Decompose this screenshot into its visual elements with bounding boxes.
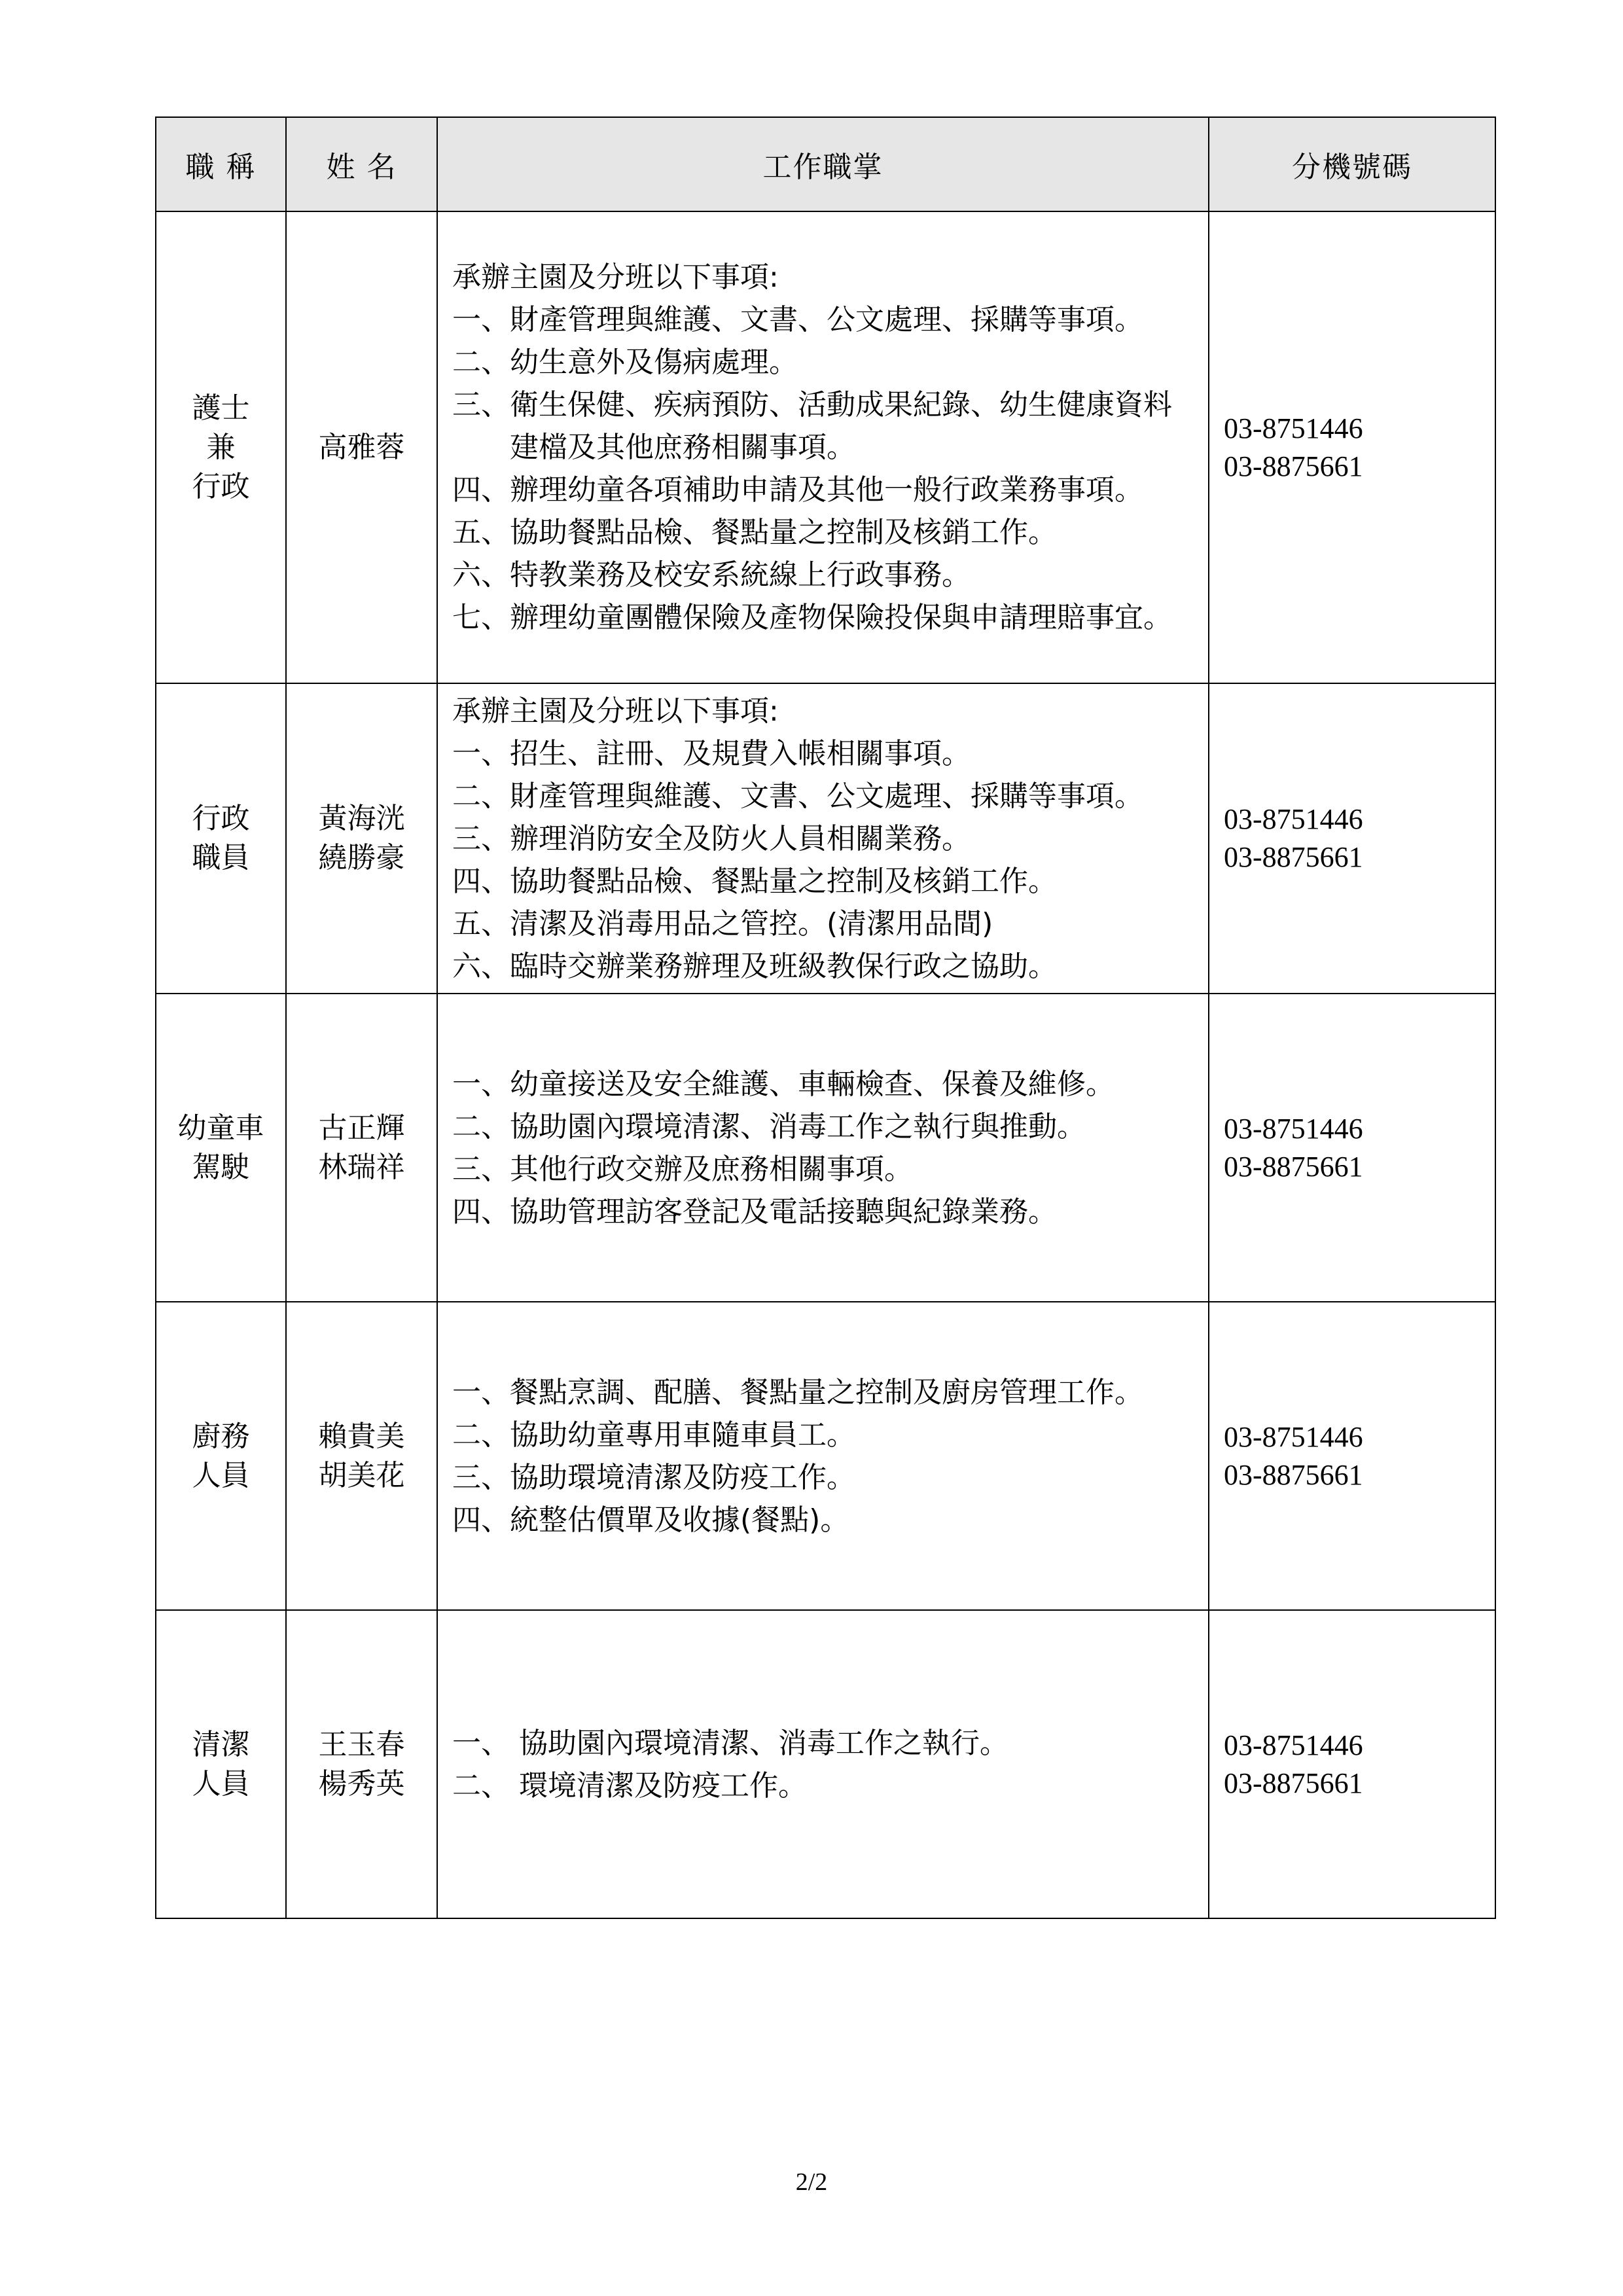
- header-extension: 分機號碼: [1209, 117, 1495, 211]
- duty-text: 財產管理與維護、文書、公文處理、採購等事項。: [510, 779, 1143, 813]
- duty-item: [452, 384, 1196, 469]
- duties-cell: [437, 683, 1209, 994]
- duties-cell: [437, 994, 1209, 1302]
- duty-text: 衛生保健、疾病預防、活動成果紀錄、幼生健康資料建檔及其他庶務相關事項。: [510, 388, 1172, 464]
- duty-number: 二、: [452, 779, 510, 813]
- job-title-cell: [156, 1302, 286, 1610]
- duty-number: 四、: [452, 473, 510, 507]
- duty-item: [452, 1148, 1196, 1191]
- duty-number: 一、: [452, 1375, 510, 1409]
- staff-name: 賴貴美: [318, 1419, 405, 1453]
- duties-cell: [437, 1302, 1209, 1610]
- job-title-line: 幼童車: [177, 1111, 264, 1145]
- job-title-line: 行政: [192, 469, 250, 503]
- header-duties: 工作職掌: [437, 117, 1209, 211]
- job-title-line: 兼: [206, 430, 236, 464]
- duties-cell: [437, 1610, 1209, 1918]
- job-title-line: 駕駛: [192, 1150, 250, 1184]
- header-title: 職 稱: [156, 117, 286, 211]
- duty-text: 協助環境清潔及防疫工作。: [510, 1460, 855, 1494]
- staff-name-cell: [286, 1610, 437, 1918]
- extension-number: 03-8875661: [1224, 1767, 1363, 1799]
- duties-cell: [437, 211, 1209, 683]
- table-row: [156, 994, 1495, 1302]
- duty-text: 幼童接送及安全維護、車輛檢查、保養及維修。: [510, 1067, 1115, 1101]
- duty-number: 六、: [452, 949, 510, 983]
- duty-item: [452, 1722, 1196, 1765]
- extension-number: 03-8875661: [1224, 450, 1363, 482]
- duty-text: 其他行政交辦及庶務相關事項。: [510, 1152, 913, 1186]
- table-header-row: [156, 117, 1495, 211]
- duty-number: 四、: [452, 1503, 510, 1537]
- job-title-line: 人員: [192, 1458, 250, 1492]
- duty-text: 協助園內環境清潔、消毒工作之執行與推動。: [510, 1109, 1086, 1143]
- duty-text: 協助餐點品檢、餐點量之控制及核銷工作。: [510, 864, 1057, 898]
- extension-number: 03-8875661: [1224, 1150, 1363, 1183]
- job-title-line: 廚務: [192, 1419, 250, 1453]
- duty-item: [452, 469, 1196, 511]
- duty-number: 四、: [452, 864, 510, 898]
- extension-cell: [1209, 683, 1495, 994]
- staff-name-cell: [286, 683, 437, 994]
- staff-name: 古正輝: [318, 1111, 405, 1145]
- duty-number: 三、: [452, 1152, 510, 1186]
- table-row: [156, 211, 1495, 683]
- job-title-line: 護士: [192, 391, 250, 425]
- extension-number: 03-8751446: [1224, 1112, 1363, 1145]
- page-number: 2/2: [795, 2168, 828, 2196]
- duty-text: 協助園內環境清潔、消毒工作之執行。: [519, 1726, 1008, 1760]
- extension-number: 03-8875661: [1224, 841, 1363, 873]
- duty-text: 特教業務及校安系統線上行政事務。: [510, 558, 971, 592]
- job-title-line: 行政: [192, 802, 250, 835]
- duty-item: [452, 1063, 1196, 1105]
- job-title-line: 人員: [192, 1767, 250, 1801]
- duty-item: [452, 511, 1196, 554]
- duty-item: [452, 1191, 1196, 1233]
- extension-cell: [1209, 1302, 1495, 1610]
- duty-item: [452, 775, 1196, 817]
- table-row: [156, 1610, 1495, 1918]
- job-title-line: 職員: [192, 841, 250, 874]
- table-row: [156, 683, 1495, 994]
- duty-number: 二、: [452, 1418, 510, 1452]
- staff-name-cell: [286, 1302, 437, 1610]
- duty-text: 協助管理訪客登記及電話接聽與紀錄業務。: [510, 1194, 1057, 1229]
- staff-name-cell: [286, 211, 437, 683]
- extension-number: 03-8751446: [1224, 1729, 1363, 1761]
- duty-text: 辦理消防安全及防火人員相關業務。: [510, 821, 971, 855]
- job-title-cell: [156, 1610, 286, 1918]
- duty-item: [452, 596, 1196, 639]
- duty-text: 招生、註冊、及規費入帳相關事項。: [510, 736, 971, 770]
- table-row: [156, 1302, 1495, 1610]
- extension-number: 03-8751446: [1224, 803, 1363, 835]
- duty-number: 一、: [452, 1067, 510, 1101]
- staff-name: 楊秀英: [318, 1767, 405, 1801]
- duty-item: [452, 298, 1196, 341]
- duty-number: 四、: [452, 1194, 510, 1229]
- duty-number: 一、: [452, 303, 510, 336]
- duty-number: 三、: [452, 821, 510, 855]
- duty-number: 二、: [452, 1109, 510, 1143]
- duty-text: 辦理幼童各項補助申請及其他一般行政業務事項。: [510, 473, 1143, 507]
- extension-number: 03-8751446: [1224, 1420, 1363, 1453]
- duty-item: [452, 1499, 1196, 1541]
- extension-cell: [1209, 994, 1495, 1302]
- duty-text: 臨時交辦業務辦理及班級教保行政之協助。: [510, 949, 1057, 983]
- duty-number: 六、: [452, 558, 510, 592]
- staff-name: 胡美花: [318, 1458, 405, 1492]
- staff-name: 黃海洸: [318, 802, 405, 835]
- duty-number: 二、: [452, 1768, 519, 1803]
- duty-number: 五、: [452, 906, 510, 941]
- duty-item: [452, 860, 1196, 903]
- duty-number: 七、: [452, 601, 510, 634]
- duty-item: [452, 1456, 1196, 1499]
- duties-intro: 承辦主園及分班以下事項:: [452, 694, 779, 728]
- extension-number: 03-8751446: [1224, 412, 1363, 444]
- extension-number: 03-8875661: [1224, 1458, 1363, 1491]
- duty-item: [452, 817, 1196, 860]
- staff-name: 林瑞祥: [318, 1150, 405, 1184]
- duty-item: [452, 732, 1196, 775]
- duty-number: 一、: [452, 1726, 519, 1760]
- duty-text: 協助餐點品檢、餐點量之控制及核銷工作。: [510, 516, 1057, 549]
- duty-item: [452, 1414, 1196, 1456]
- staff-duties-table: [155, 117, 1496, 1919]
- duty-text: 環境清潔及防疫工作。: [519, 1768, 807, 1803]
- job-title-cell: [156, 994, 286, 1302]
- duty-item: [452, 1105, 1196, 1148]
- job-title-cell: [156, 683, 286, 994]
- duty-item: [452, 1765, 1196, 1807]
- duty-item: [452, 945, 1196, 988]
- duty-text: 協助幼童專用車隨車員工。: [510, 1418, 855, 1452]
- duty-number: 五、: [452, 516, 510, 549]
- duty-number: 二、: [452, 346, 510, 379]
- staff-name-cell: [286, 994, 437, 1302]
- staff-name: 王玉春: [318, 1727, 405, 1761]
- header-name: 姓 名: [286, 117, 437, 211]
- staff-name: 繞勝豪: [318, 841, 405, 874]
- duty-text: 幼生意外及傷病處理。: [510, 346, 798, 379]
- duty-text: 餐點烹調、配膳、餐點量之控制及廚房管理工作。: [510, 1375, 1143, 1409]
- duty-number: 三、: [452, 388, 510, 422]
- duty-text: 統整估價單及收據(餐點)。: [510, 1503, 849, 1537]
- duty-number: 一、: [452, 736, 510, 770]
- duty-item: [452, 341, 1196, 384]
- duty-text: 辦理幼童團體保險及產物保險投保與申請理賠事宜。: [510, 601, 1172, 634]
- duties-intro: 承辦主園及分班以下事項:: [452, 260, 779, 294]
- duty-number: 三、: [452, 1460, 510, 1494]
- duty-item: [452, 903, 1196, 945]
- staff-name: 高雅蓉: [318, 430, 405, 464]
- extension-cell: [1209, 211, 1495, 683]
- job-title-cell: [156, 211, 286, 683]
- job-title-line: 清潔: [192, 1727, 250, 1761]
- extension-cell: [1209, 1610, 1495, 1918]
- duty-text: 清潔及消毒用品之管控。(清潔用品間): [510, 906, 993, 941]
- duty-item: [452, 1371, 1196, 1414]
- duty-item: [452, 554, 1196, 596]
- duty-text: 財產管理與維護、文書、公文處理、採購等事項。: [510, 303, 1143, 336]
